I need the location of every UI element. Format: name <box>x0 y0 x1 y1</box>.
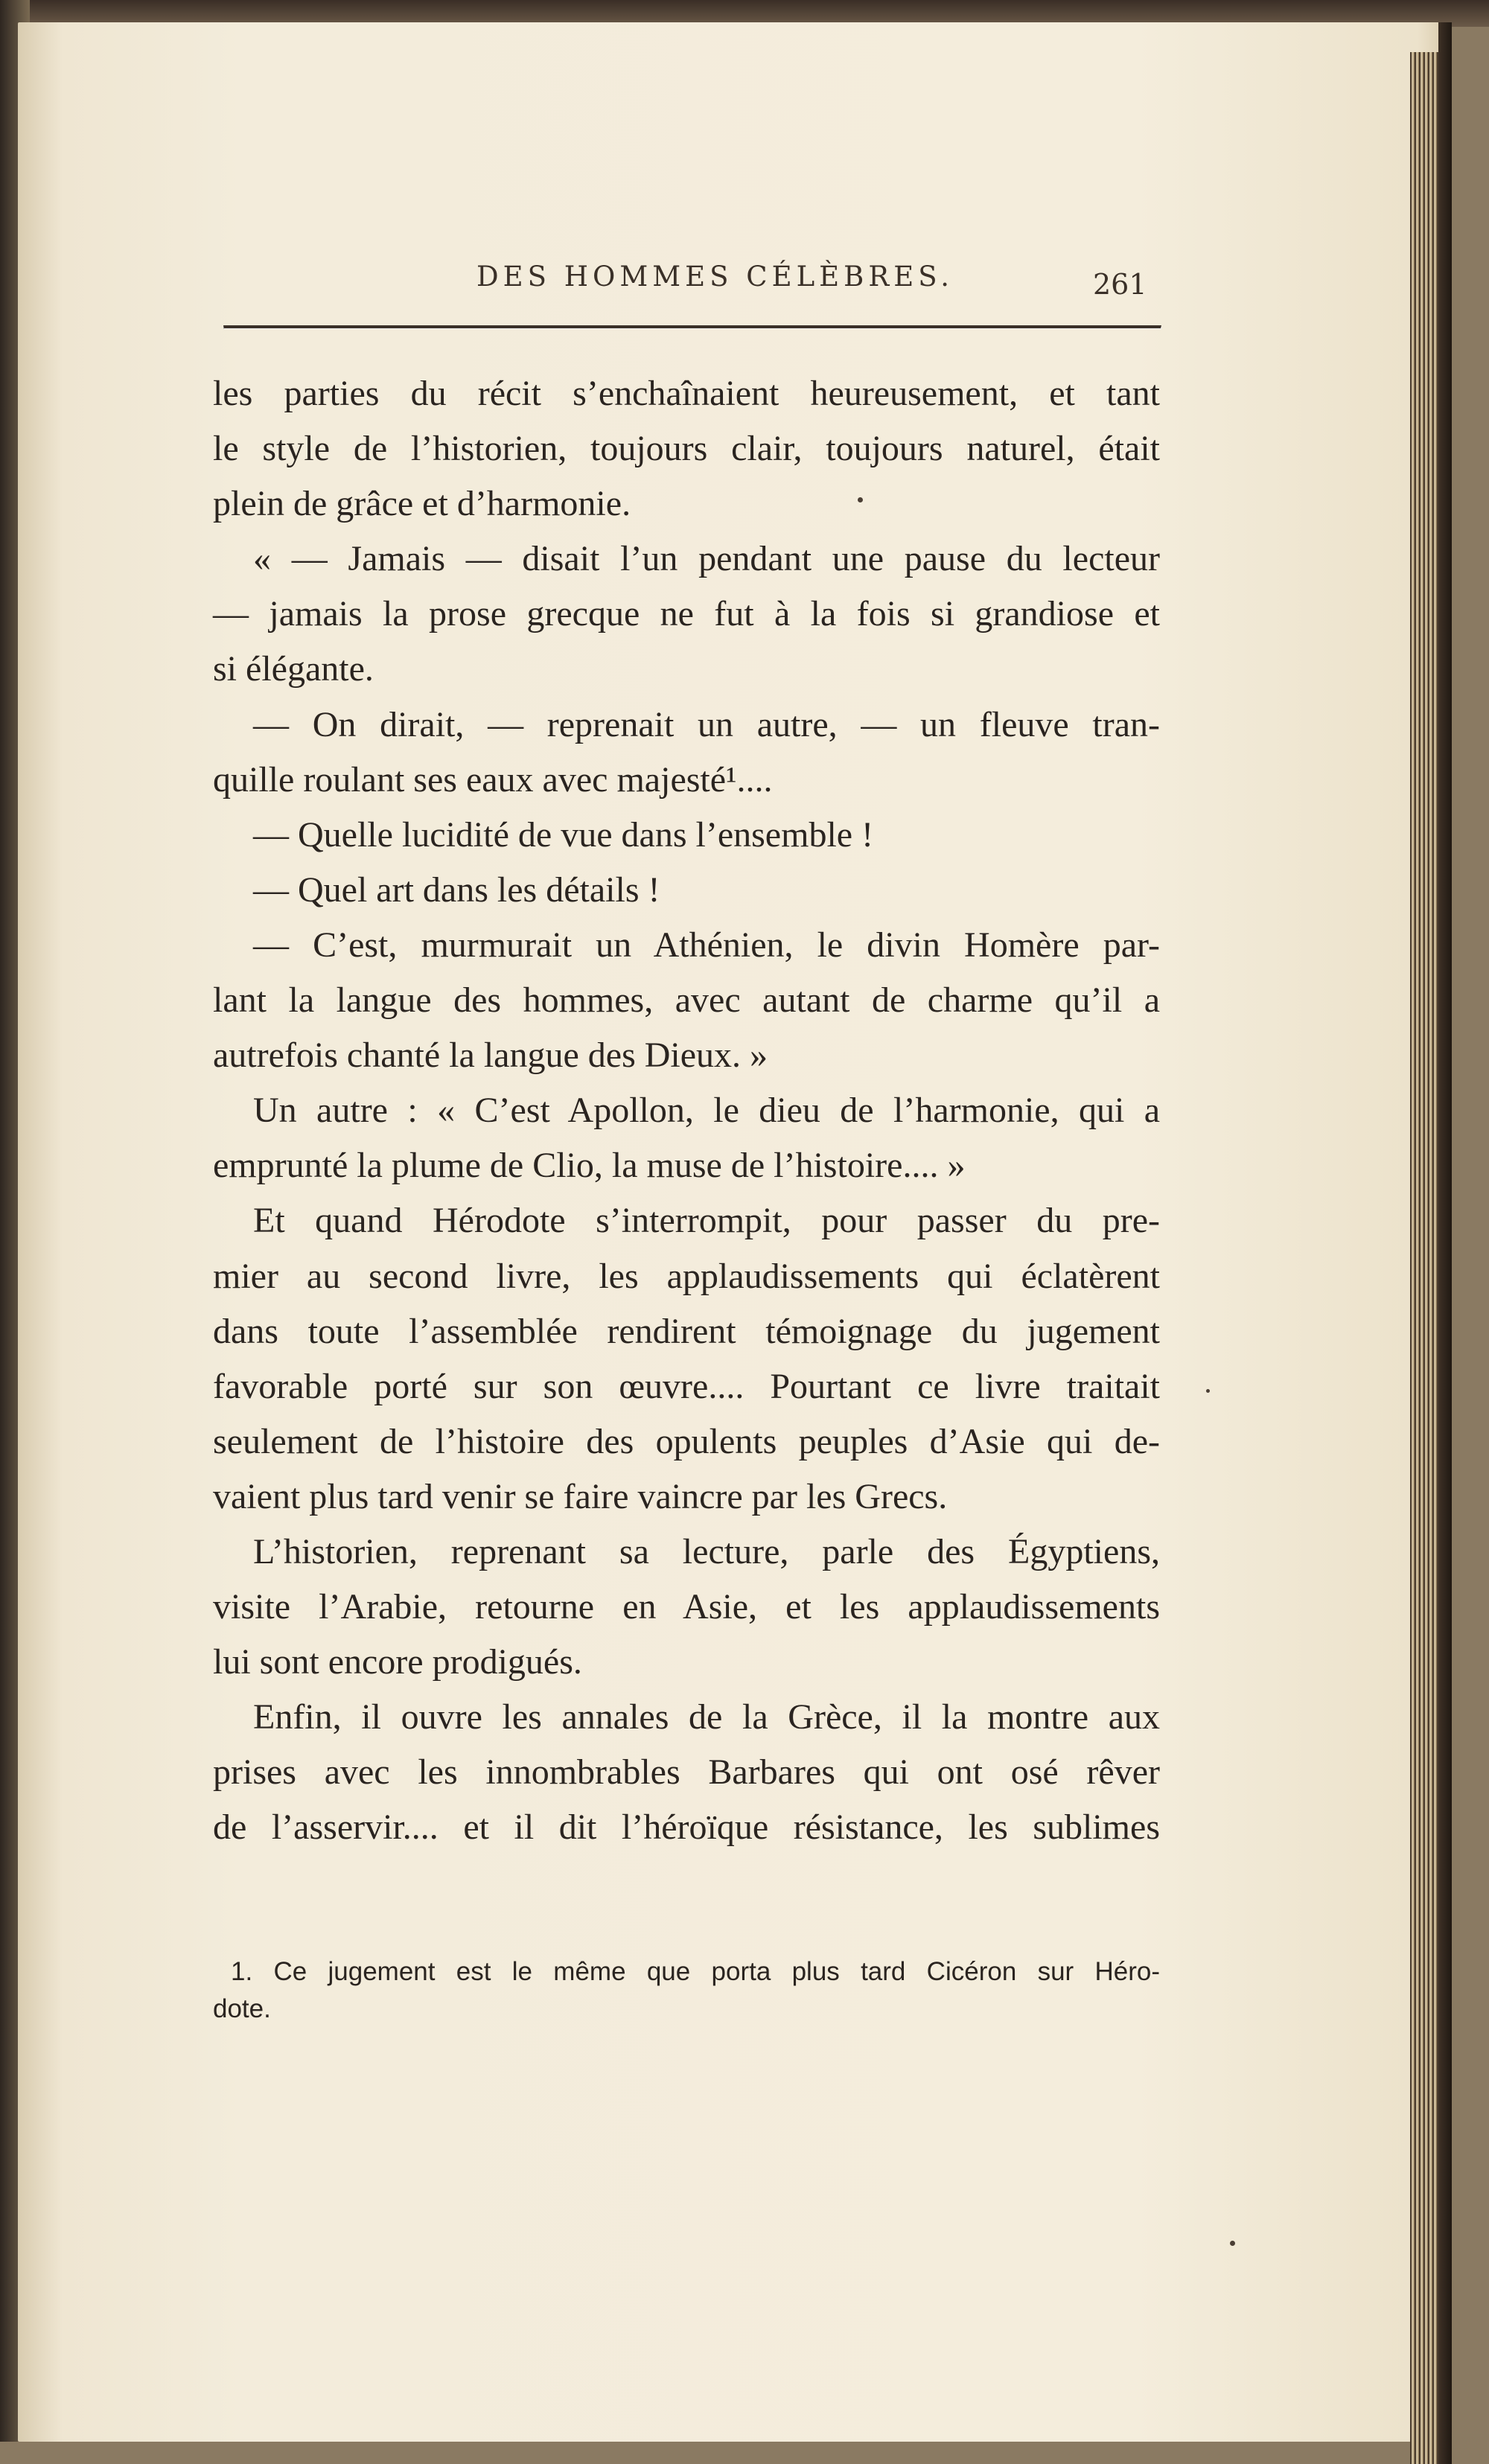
text-line: — C’est, murmurait un Athénien, le divin Homère par- <box>253 925 1160 965</box>
text-line: le style de l’historien, toujours clair, toujours naturel, était <box>213 429 1160 469</box>
paper-speck <box>1230 2241 1235 2246</box>
text-line: de l’asservir.... et il dit l’héroïque résistance, les sublimes <box>213 1807 1160 1848</box>
footnote <box>213 1953 1160 2028</box>
running-head-title: DES HOMMES CÉLÈBRES. <box>476 261 954 293</box>
text-line: mier au second livre, les applaudissements qui éclatèrent <box>213 1256 1160 1296</box>
text-line: — Quel art dans les détails ! <box>253 869 660 910</box>
body-text <box>213 366 1160 1856</box>
text-line: emprunté la plume de Clio, la muse de l’histoire.... » <box>213 1146 966 1186</box>
text-line: Enfin, il ouvre les annales de la Grèce, il la montre aux <box>253 1697 1160 1737</box>
footnote-line: dote. <box>213 1994 271 2023</box>
text-line: autrefois chanté la langue des Dieux. » <box>213 1035 768 1076</box>
text-line: — Quelle lucidité de vue dans l’ensemble ! <box>253 814 874 855</box>
text-line: lant la langue des hommes, avec autant de charme qu’il a <box>213 980 1160 1021</box>
text-line: vaient plus tard venir se faire vaincre par les Grecs. <box>213 1476 948 1516</box>
text-line: prises avec les innombrables Barbares qui ont osé rêver <box>213 1752 1160 1793</box>
text-line: — On dirait, — reprenait un autre, — un fleuve tran- <box>253 704 1160 744</box>
text-line: — jamais la prose grecque ne fut à la fois si grandiose et <box>213 594 1160 634</box>
text-line: dans toute l’assemblée rendirent témoignage du jugement <box>213 1311 1160 1351</box>
text-line: plein de grâce et d’harmonie. <box>213 484 631 524</box>
text-line: quille roulant ses eaux avec majesté¹.... <box>213 759 773 799</box>
text-line: seulement de l’histoire des opulents peuples d’Asie qui de- <box>213 1421 1160 1461</box>
text-line: les parties du récit s’enchaînaient heureusement, et tant <box>213 374 1160 413</box>
page-number: 261 <box>1093 268 1147 301</box>
page-edge-shadow <box>1438 22 1452 2464</box>
text-line: « — Jamais — disait l’un pendant une pause du lecteur <box>253 539 1160 579</box>
text-line: si élégante. <box>213 649 374 689</box>
text-line: visite l’Arabie, retourne en Asie, et les applaudissements <box>213 1587 1160 1627</box>
paper-speck <box>1206 1389 1210 1393</box>
paper-speck <box>858 497 863 502</box>
text-line: L’historien, reprenant sa lecture, parle des Égyptiens, <box>253 1531 1160 1571</box>
text-line: favorable porté sur son œuvre.... Pourtant ce livre traitait <box>213 1366 1160 1406</box>
text-line: lui sont encore prodigués. <box>213 1642 582 1682</box>
footnote-line: 1. Ce jugement est le même que porta plus tard Cicéron sur Héro- <box>231 1957 1160 1986</box>
text-line: Et quand Hérodote s’interrompit, pour passer du pre- <box>253 1201 1160 1241</box>
text-line: Un autre : « C’est Apollon, le dieu de l’harmonie, qui a <box>253 1091 1160 1131</box>
header-rule <box>223 325 1161 329</box>
